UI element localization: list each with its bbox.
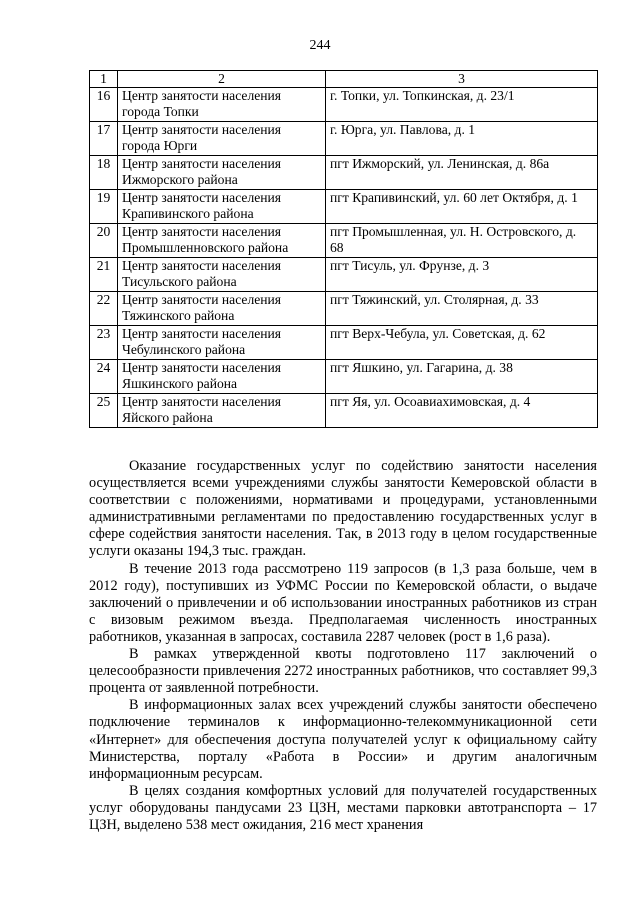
row-number: 16 — [90, 88, 118, 122]
table-row — [90, 360, 598, 394]
center-address: г. Топки, ул. Топкинская, д. 23/1 — [326, 88, 598, 122]
table-header-cell: 3 — [326, 71, 598, 88]
row-number: 22 — [90, 292, 118, 326]
table-header-row — [90, 71, 598, 88]
paragraph: В рамках утвержденной квоты подготовлено 117 заключений о целесообразности привлечения 2272 иностранных работников, что составляет 99,3 процента от заявленной потребности. — [89, 646, 597, 697]
row-number: 23 — [90, 326, 118, 360]
table-row — [90, 88, 598, 122]
center-name: Центр занятости населения Ижморского района — [118, 156, 326, 190]
center-address: пгт Тисуль, ул. Фрунзе, д. 3 — [326, 258, 598, 292]
center-name: Центр занятости населения Крапивинского района — [118, 190, 326, 224]
center-address: пгт Яя, ул. Осоавиахимовская, д. 4 — [326, 394, 598, 428]
center-name: Центр занятости населения Тисульского района — [118, 258, 326, 292]
center-name: Центр занятости населения города Топки — [118, 88, 326, 122]
table-row — [90, 190, 598, 224]
employment-centers-table — [89, 70, 598, 428]
center-address: пгт Яшкино, ул. Гагарина, д. 38 — [326, 360, 598, 394]
center-address: пгт Ижморский, ул. Ленинская, д. 86а — [326, 156, 598, 190]
table-row — [90, 394, 598, 428]
center-address: пгт Промышленная, ул. Н. Островского, д. 68 — [326, 224, 598, 258]
center-name: Центр занятости населения Чебулинского района — [118, 326, 326, 360]
paragraph: В информационных залах всех учреждений службы занятости обеспечено подключение терминалов к информационно-телекоммуникационной сети «Интернет» для обеспечения доступа получателей услуг к официальному сайту Министерства, порталу «Работа в России» и другим аналогичным информационным ресурсам. — [89, 697, 597, 782]
body-text — [89, 458, 597, 834]
row-number: 17 — [90, 122, 118, 156]
table-row — [90, 122, 598, 156]
page-number: 244 — [309, 38, 331, 53]
table-header-cell: 2 — [118, 71, 326, 88]
center-name: Центр занятости населения Яйского района — [118, 394, 326, 428]
table-row — [90, 156, 598, 190]
center-address: пгт Верх-Чебула, ул. Советская, д. 62 — [326, 326, 598, 360]
center-name: Центр занятости населения города Юрги — [118, 122, 326, 156]
center-name: Центр занятости населения Промышленновского района — [118, 224, 326, 258]
paragraph: Оказание государственных услуг по содействию занятости населения осуществляется всеми учреждениями службы занятости Кемеровской области в соответствии с положениями, нормативами и процедурами, установленными административными регламентами по предоставлению государственных услуг в сфере содействия занятости населения. Так, в 2013 году в целом государственные услуги оказаны 194,3 тыс. граждан. — [89, 458, 597, 560]
center-address: г. Юрга, ул. Павлова, д. 1 — [326, 122, 598, 156]
center-name: Центр занятости населения Яшкинского района — [118, 360, 326, 394]
center-address: пгт Крапивинский, ул. 60 лет Октября, д. 1 — [326, 190, 598, 224]
row-number: 18 — [90, 156, 118, 190]
paragraph: В целях создания комфортных условий для получателей государственных услуг оборудованы пандусами 23 ЦЗН, местами парковки автотранспорта – 17 ЦЗН, выделено 538 мест ожидания, 216 мест хранения — [89, 782, 597, 833]
paragraph: В течение 2013 года рассмотрено 119 запросов (в 1,3 раза больше, чем в 2012 году), поступивших из УФМС России по Кемеровской области, о выдаче заключений о привлечении и об использовании иностранных работников из стран с визовым режимом въезда. Предполагаемая численность иностранных работников, указанная в запросах, составила 2287 человек (рост в 1,6 раза). — [89, 560, 597, 645]
row-number: 25 — [90, 394, 118, 428]
row-number: 21 — [90, 258, 118, 292]
center-address: пгт Тяжинский, ул. Столярная, д. 33 — [326, 292, 598, 326]
row-number: 19 — [90, 190, 118, 224]
table-row — [90, 326, 598, 360]
table-header-cell: 1 — [90, 71, 118, 88]
row-number: 24 — [90, 360, 118, 394]
table-row — [90, 292, 598, 326]
row-number: 20 — [90, 224, 118, 258]
center-name: Центр занятости населения Тяжинского района — [118, 292, 326, 326]
table-row — [90, 258, 598, 292]
table-row — [90, 224, 598, 258]
